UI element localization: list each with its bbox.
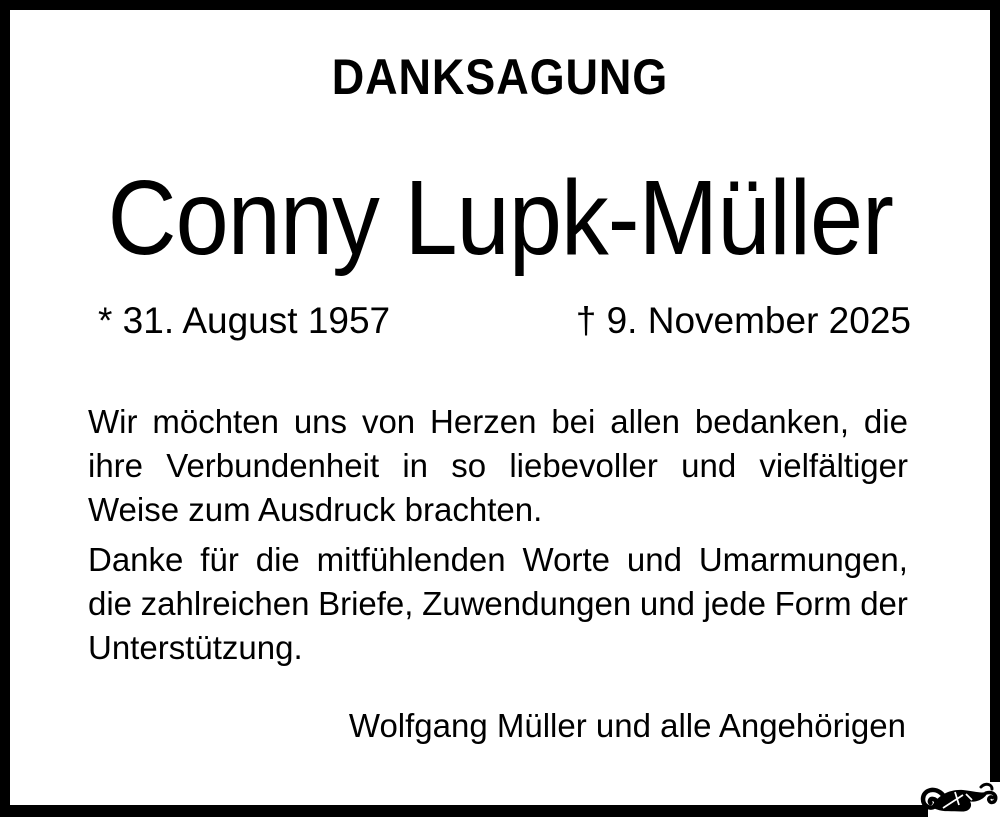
- birth-date: * 31. August 1957: [98, 300, 391, 341]
- text-line: Danke für die mitfühlenden Worte und Umarmungen,: [88, 541, 908, 578]
- frame-border-left: [0, 0, 10, 817]
- text-line: die zahlreichen Briefe, Zuwendungen und jede Form der: [88, 585, 908, 622]
- life-dates-row: [98, 299, 911, 343]
- deceased-name: Conny Lupk-Müller: [107, 159, 893, 277]
- notice-kind-heading: [0, 49, 1000, 105]
- deceased-name-heading: [0, 159, 1000, 278]
- thanks-paragraph-2: [88, 538, 908, 670]
- death-date: † 9. November 2025: [575, 300, 911, 341]
- thanks-paragraph-1: [88, 400, 908, 532]
- frame-border-top: [0, 0, 1000, 10]
- frame-border-bottom: [0, 805, 928, 817]
- text-line: Unterstützung.: [88, 629, 303, 666]
- text-line: Wir möchten uns von Herzen bei allen bedanken, die: [88, 403, 908, 440]
- frame-border-right: [990, 0, 1000, 782]
- text-line: Weise zum Ausdruck brachten.: [88, 491, 543, 528]
- text-line: ihre Verbundenheit in so liebevoller und vielfältiger: [88, 447, 908, 484]
- leaf-flourish-icon: [920, 781, 998, 815]
- notice-kind-label: DANKSAGUNG: [331, 49, 669, 105]
- mourners-signature: Wolfgang Müller und alle Angehörigen: [348, 707, 906, 744]
